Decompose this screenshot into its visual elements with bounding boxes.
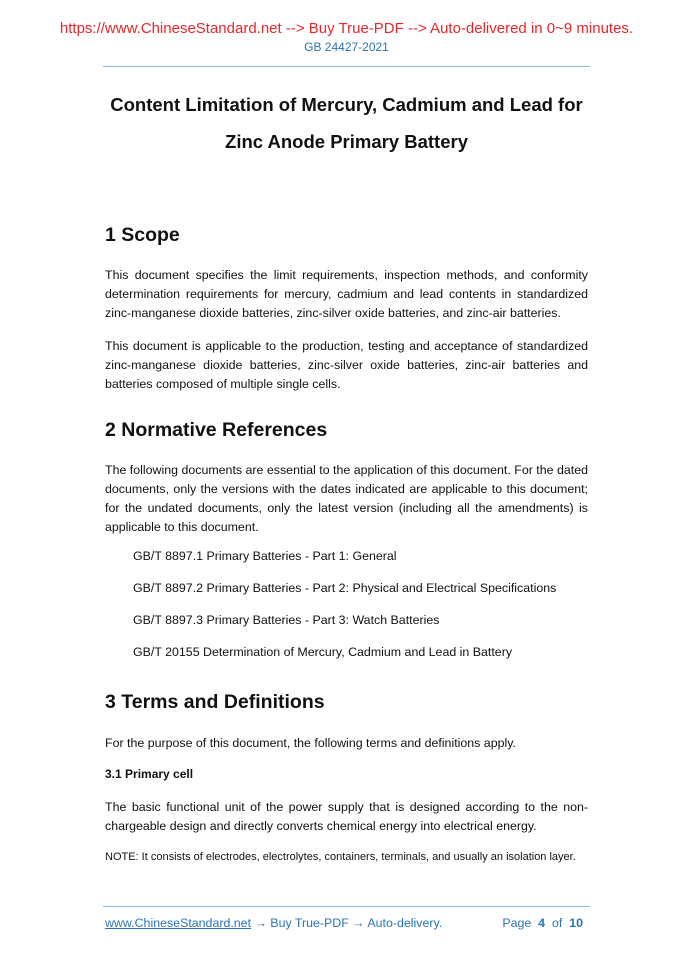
term-heading-primary-cell: 3.1 Primary cell [105, 767, 194, 781]
term-note: NOTE: It consists of electrodes, electrolytes, containers, terminals, and usually an isolation layer. [105, 851, 576, 863]
term-definition: The basic functional unit of the power supply that is designed according to the non-chargeable design and directly converts chemical energy into electrical energy. [105, 800, 588, 833]
section-heading-terms: 3 Terms and Definitions [105, 691, 325, 713]
page-number: 4 [538, 916, 546, 930]
references-paragraph: The following documents are essential to the application of this document. For the dated documents, only the versions with the dates indicated are applicable to this document; for the undated documents, only the latest version (including all the amendments) is applicable to this document. [105, 463, 588, 534]
document-title-line1: Content Limitation of Mercury, Cadmium and Lead for [110, 94, 583, 115]
document-title-line2: Zinc Anode Primary Battery [225, 131, 468, 152]
section-heading-scope: 1 Scope [105, 224, 180, 246]
page-total: 10 [569, 916, 583, 930]
reference-item: GB/T 8897.3 Primary Batteries - Part 3: Watch Batteries [133, 613, 440, 627]
footer [105, 916, 588, 930]
scope-paragraph-2: This document is applicable to the production, testing and acceptance of standardized zinc-manganese dioxide batteries, zinc-silver oxide batteries, zinc-air batteries and batteries composed of multiple single cells. [105, 339, 588, 391]
section-heading-normative-references: 2 Normative References [105, 419, 328, 441]
page-label: Page [502, 916, 532, 930]
footer-promo [105, 916, 442, 930]
header-divider [103, 66, 590, 67]
scope-paragraph-1: This document specifies the limit requirements, inspection methods, and conformity determination requirements for mercury, cadmium and lead contents in standardized zinc-manganese dioxide batteries, zinc-silver oxide batteries, and zinc-air batteries. [105, 268, 588, 320]
page-indicator [502, 916, 583, 930]
header-banner: https://www.ChineseStandard.net --> Buy True-PDF --> Auto-delivered in 0~9 minutes. [59, 20, 634, 37]
reference-item: GB/T 8897.2 Primary Batteries - Part 2: Physical and Electrical Specifications [133, 581, 557, 595]
footer-divider [103, 906, 590, 907]
reference-item: GB/T 8897.1 Primary Batteries - Part 1: General [133, 549, 397, 563]
footer-promo-text: → Buy True-PDF → Auto-delivery. [251, 916, 443, 930]
standard-number: GB 24427-2021 [304, 40, 389, 54]
reference-item: GB/T 20155 Determination of Mercury, Cadmium and Lead in Battery [133, 645, 513, 659]
footer-link[interactable]: www.ChineseStandard.net [105, 916, 252, 930]
of-label: of [551, 916, 563, 930]
terms-paragraph: For the purpose of this document, the following terms and definitions apply. [105, 736, 516, 750]
